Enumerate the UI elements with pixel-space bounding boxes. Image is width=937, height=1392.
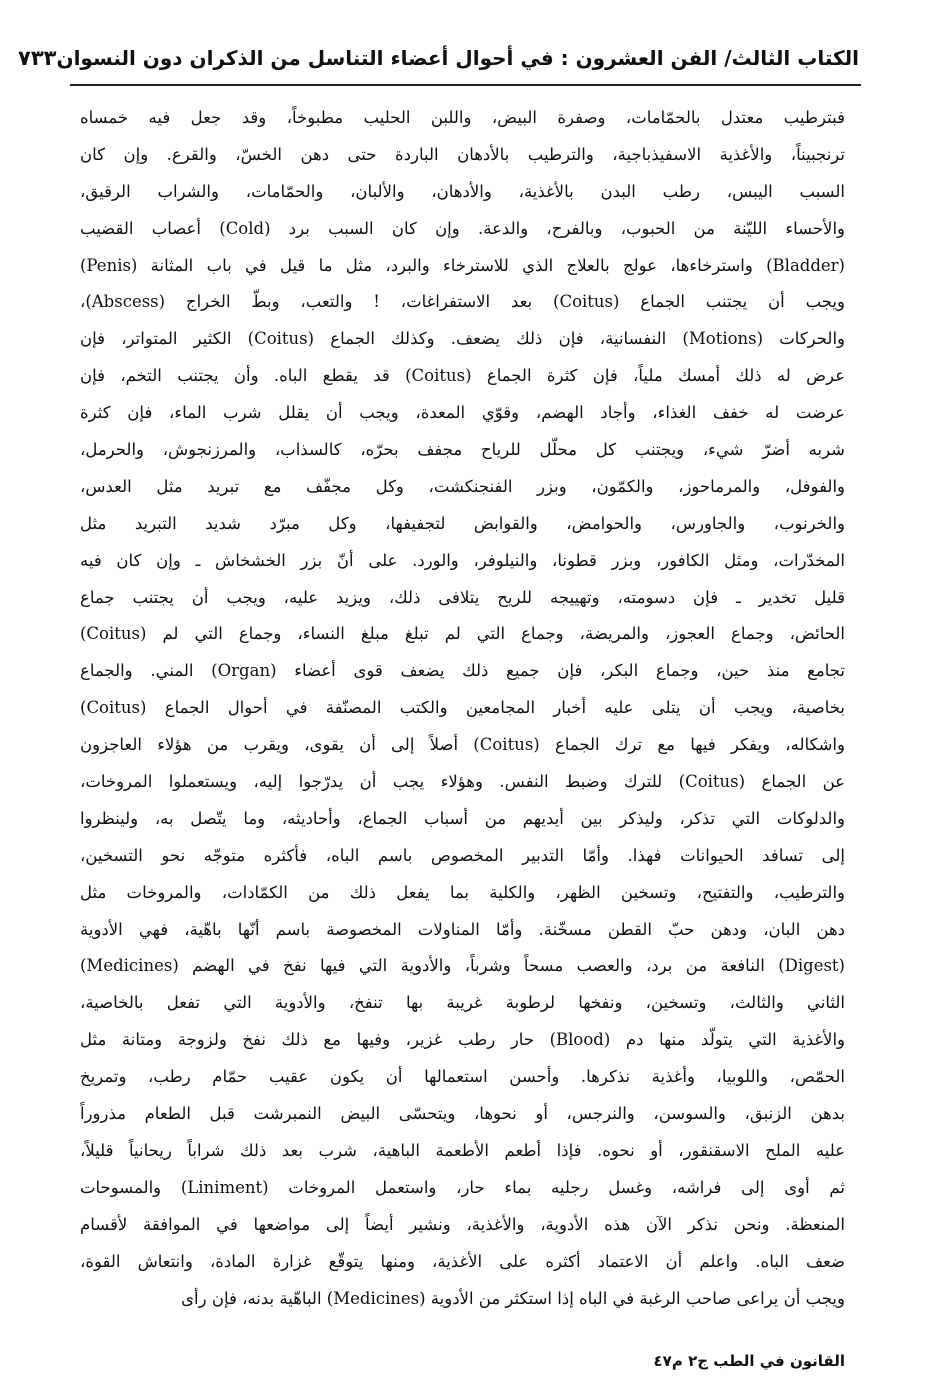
text-line: دهن البان، ودهن حبّ القطن مسخّنة. وأمّا المناولات المخصوصة باسم أنّها باهّية، فهي الأدوية xyxy=(80,919,845,939)
text-line: الحمّص، واللوبيا، وأغذية نذكرها. وأحسن استعمالها أن يكون عقيب حمّام رطب، وتمريخ xyxy=(80,1067,845,1087)
text-line: والأحساء الليّنة من الحبوب، وبالفرح، والدعة. وإن كان السبب برد (Cold) أعصاب القضيب xyxy=(80,218,845,238)
text-line: الثاني والثالث، وتسخين، ونفخها لرطوبة غريبة بها تنفخ، والأدوية التي تفعل بالخاصية، xyxy=(80,993,845,1013)
text-line: ترنجبيناً، والأغذية الاسفيذباجية، والترطيب بالأدهان الباردة حتى دهن الخسّ، والقرع. وإن كان xyxy=(80,144,845,164)
text-line: المنعظة. ونحن نذكر الآن هذه الأدوية، والأغذية، ونشير أيضاً إلى مواضعها في الموافقة لأقسام xyxy=(80,1214,845,1234)
text-line: فبترطيب معتدل بالحمّامات، وصفرة البيض، واللبن الحليب مطبوخاً، وقد جعل فيه خمساه xyxy=(80,108,845,127)
text-line: والدلوكات التي تذكر، وليذكر بين أيديهم من أسباب الجماع، وأحاديثه، وما يتّصل به، ولينظروا xyxy=(80,808,845,828)
running-header xyxy=(18,36,859,80)
text-line: شربه أضرّ شيء، ويجتنب كل محلّل للرياح مجفف بحرّه، كالسذاب، والمرزنجوش، والحرمل، xyxy=(80,440,845,460)
text-line: (Penis) واسترخاءها، عولج بالعلاج الذي للاسترخاء والبرد، مثل ما قيل في باب المثانة (Bladder) xyxy=(80,255,845,275)
footer-signature: القانون في الطب ج٢ م٤٧ xyxy=(653,1352,845,1370)
text-line: السبب اليبس، رطب البدن بالأغذية، والأدهان، والألبان، والحمّامات، والشراب الرقيق، xyxy=(80,181,845,201)
header-title: الكتاب الثالث/ الفن العشرون : في أحوال أعضاء التناسل من الذكران دون النسوان xyxy=(56,46,859,70)
text-line: ويجب أن يراعى صاحب الرغبة في الباه إذا استكثر من الأدوية (Medicines) الباهّية بدنه، فإن رأى xyxy=(181,1288,845,1308)
text-line: المخدّرات، ومثل الكافور، وبزر قطونا، والنيلوفر، والورد. على أنّ بزر الخشخاش ـ وإن كان فيه xyxy=(80,550,845,570)
text-line: عن الجماع (Coitus) للترك وضبط النفس. وهؤلاء يجب أن يدرّجوا إليه، ويستعملوا المروخات، xyxy=(80,772,845,792)
page-number: ٧٣٣ xyxy=(18,46,57,70)
text-line: بخاصية، ويجب أن يتلى عليه أخبار المجامعين والكتب المصنّفة في أحوال الجماع (Coitus) xyxy=(80,698,845,718)
text-line: ويجب أن يجتنب الجماع (Coitus) بعد الاستفراغات، ! والتعب، وبطّ الخراج (Abscess)، xyxy=(80,292,845,312)
text-line: ضعف الباه. واعلم أن الاعتماد أكثره على الأغذية، ومنها يتوقّع غزارة المادة، وانتعاش القوة، xyxy=(80,1251,845,1271)
header-rule xyxy=(70,84,861,86)
text-line: والفوفل، والمرماحوز، والكمّون، وبزر الفنجنكشت، وكل مجفّف مع تبريد مثل العدس، xyxy=(80,476,845,496)
text-line: عرض له ذلك أمسك ملياً، فإن كثرة الجماع (Coitus) قد يقطع الباه. وأن يجتنب التخم، فإن xyxy=(80,366,845,386)
text-line: عرضت له خفف الغذاء، وأجاد الهضم، وقوّي المعدة، ويجب أن يقلل شرب الماء، فإن كثرة xyxy=(80,403,845,423)
text-line: والحركات (Motions) النفسانية، فإن ذلك يضعف. وكذلك الجماع (Coitus) الكثير المتواتر، فإن xyxy=(80,329,845,349)
text-line: والأغذية التي يتولّد منها دم (Blood) حار رطب غزير، وفيها مع ذلك نفخ ولزوجة ومتانة مثل xyxy=(80,1030,845,1050)
text-line: إلى تسافد الحيوانات فهذا. وأمّا التدبير المخصوص باسم الباه، فأكثره متوجّه نحو التسخين، xyxy=(80,845,845,865)
text-line: تجامع منذ حين، وجماع البكر، فإن جميع ذلك يضعف قوى أعضاء (Organ) المني. والجماع xyxy=(80,661,845,681)
text-line: بدهن الزنبق، والسوسن، والنرجس، أو نحوها، ويتحسّى البيض النمبرشت قبل الطعام مذروراً xyxy=(80,1104,845,1124)
text-line: (Medicines) النافعة من برد، والعصب مسحاً وشرباً، والأدوية التي فيها نفخ في الهضم (Digest) xyxy=(80,956,845,976)
text-line: عليه الملح الاسقنقور، أو نحوه. فإذا أطعم الأطعمة الباهية، شرب بعد ذلك شراباً ريحانياً قليلاً، xyxy=(80,1140,845,1160)
text-line: والترطيب، والتفتيح، وتسخين الظهر، والكلية بما يفعل ذلك من الكمّادات، والمروخات مثل xyxy=(80,882,845,902)
body-text xyxy=(80,100,845,1317)
text-line: والخرنوب، والجاورس، والحوامض، والقوابض لتجفيفها، وكل مبرّد شديد التبريد مثل xyxy=(80,513,845,533)
text-line: ثم أوى إلى فراشه، وغسل رجليه بماء حار، واستعمل المروخات (Liniment) والمسوحات xyxy=(80,1177,845,1197)
text-line: واشكاله، ويفكر فيها مع ترك الجماع (Coitus) أصلاً إلى أن يقوى، ويقرب من هؤلاء العاجزون xyxy=(80,735,845,755)
text-line: (Coitus) الحائض، وجماع العجوز، والمريضة، وجماع التي لم تبلغ مبلغ النساء، وجماع التي لم xyxy=(80,624,845,644)
text-line: قليل تخدير ـ فإن دسومته، وتهييجه للريح يتلافى ذلك، ويزيد عليه، ويجب أن يجتنب جماع xyxy=(80,587,845,607)
